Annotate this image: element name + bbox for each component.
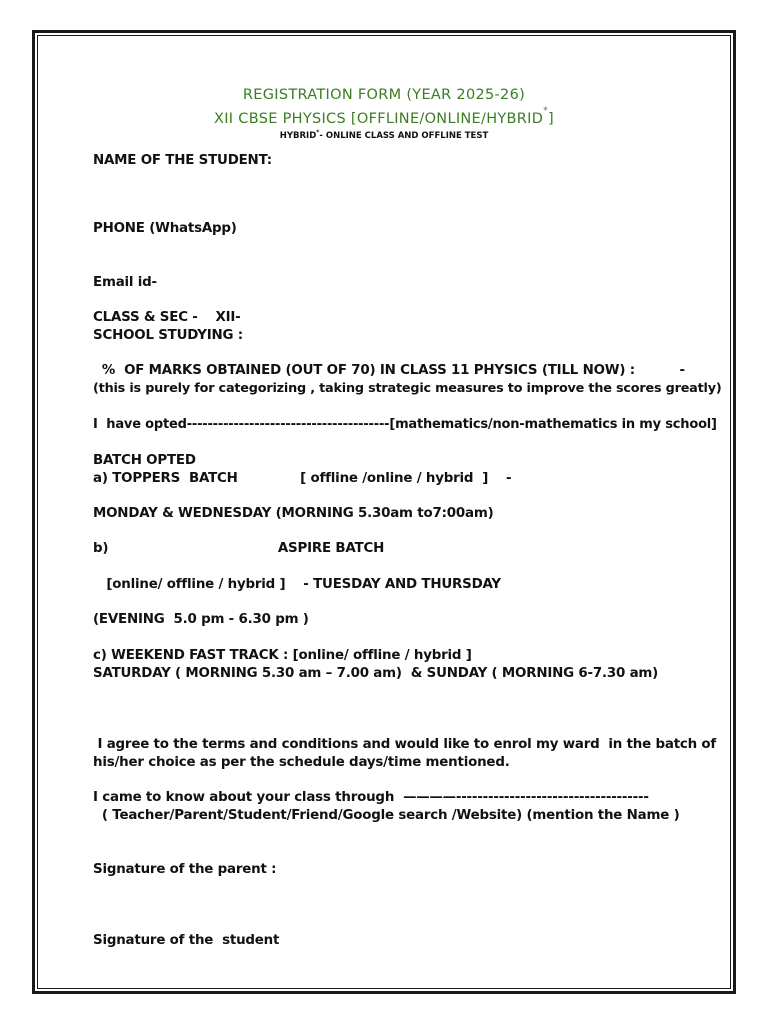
agreement-line-1: I agree to the terms and conditions and would like to enrol my ward in the batch of <box>93 737 717 752</box>
student-signature-field[interactable]: Signature of the student <box>93 933 280 948</box>
subtitle-close-bracket: ] <box>548 110 555 127</box>
batch-b-option[interactable]: b) ASPIRE BATCH <box>93 541 385 556</box>
student-name-field[interactable]: NAME OF THE STUDENT: <box>93 153 272 168</box>
marks-note: (this is purely for categorizing , taking strategic measures to improve the scores greatly) <box>93 381 722 396</box>
form-subtitle <box>0 106 768 127</box>
batch-a-schedule: MONDAY & WEDNESDAY (MORNING 5.30am to7:00am) <box>93 506 494 521</box>
marks-field[interactable]: % OF MARKS OBTAINED (OUT OF 70) IN CLASS 11 PHYSICS (TILL NOW) : - <box>93 363 685 378</box>
batch-c-schedule: SATURDAY ( MORNING 5.30 am – 7.00 am) & SUNDAY ( MORNING 6-7.30 am) <box>93 666 659 681</box>
hybrid-note <box>0 129 768 141</box>
batch-b-mode[interactable]: [online/ offline / hybrid ] - TUESDAY AND THURSDAY <box>93 577 501 592</box>
form-title <box>0 87 768 103</box>
form-title-text: REGISTRATION FORM (YEAR 2025-26) <box>242 87 526 103</box>
batch-c-option[interactable]: c) WEEKEND FAST TRACK : [online/ offline / hybrid ] <box>93 648 472 663</box>
subtitle-text: XII CBSE PHYSICS [OFFLINE/ONLINE/HYBRID <box>213 110 544 127</box>
batch-b-schedule: (EVENING 5.0 pm - 6.30 pm ) <box>93 612 309 627</box>
referral-source-options: ( Teacher/Parent/Student/Friend/Google search /Website) (mention the Name ) <box>93 808 680 823</box>
hybrid-note-prefix: HYBRID <box>279 130 317 141</box>
class-section-field[interactable]: CLASS & SEC - XII- <box>93 310 241 325</box>
subtitle-asterisk: * <box>543 106 549 116</box>
parent-signature-field[interactable]: Signature of the parent : <box>93 862 277 877</box>
email-field[interactable]: Email id- <box>93 275 157 290</box>
phone-field[interactable]: PHONE (WhatsApp) <box>93 221 237 236</box>
hybrid-note-asterisk: * <box>316 129 320 136</box>
hybrid-note-text: - ONLINE CLASS AND OFFLINE TEST <box>319 130 489 141</box>
agreement-line-2: his/her choice as per the schedule days/time mentioned. <box>93 755 510 770</box>
batch-heading: BATCH OPTED <box>93 453 196 468</box>
school-field[interactable]: SCHOOL STUDYING : <box>93 328 243 343</box>
batch-a-option[interactable]: a) TOPPERS BATCH [ offline /online / hybrid ] - <box>93 471 512 486</box>
referral-source-field[interactable]: I came to know about your class through ————------------------------------------ <box>93 790 649 805</box>
subject-option-field[interactable]: I have opted---------------------------------------[mathematics/non-mathematics in my school] <box>93 417 717 432</box>
